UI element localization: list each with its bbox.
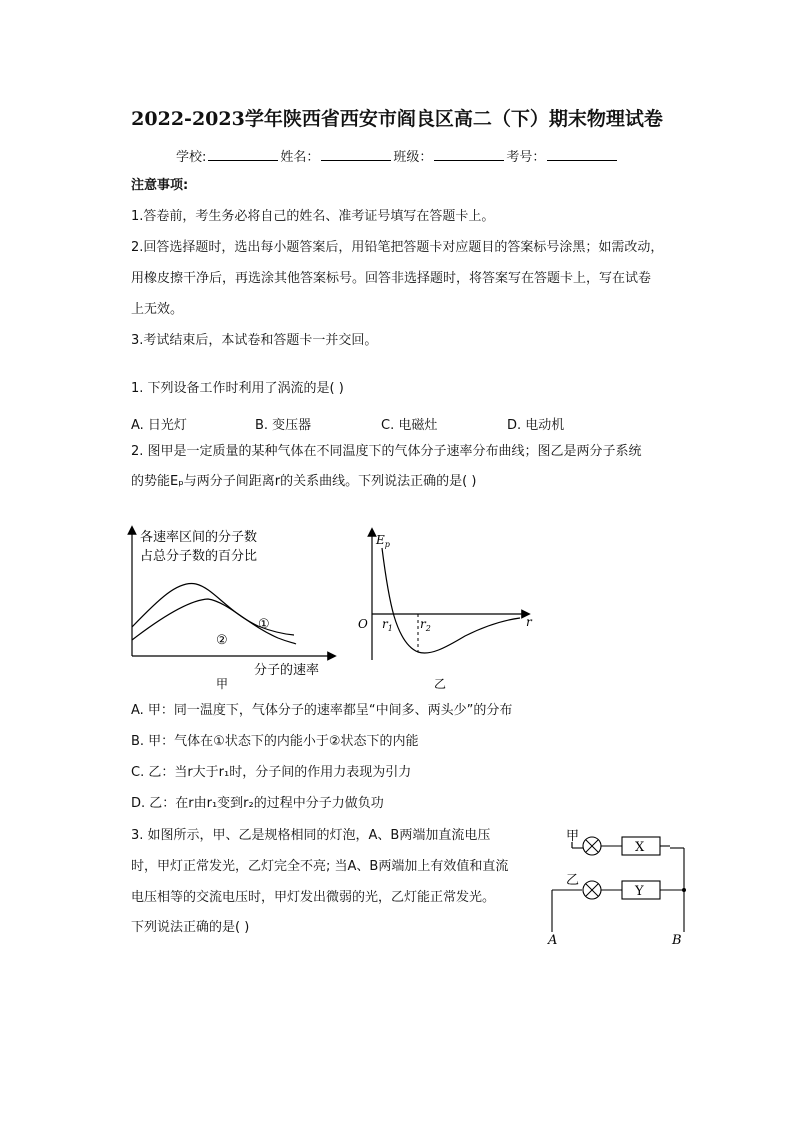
yi-r2-label: $r_2$ — [420, 617, 431, 633]
q2-option-b: B. 甲：气体在①状态下的内能小于②状态下的内能 — [131, 734, 419, 749]
box-x-label: X — [635, 840, 645, 855]
jia-xlabel: 分子的速率 — [254, 663, 320, 678]
q1-stem: 1. 下列设备工作时利用了涡流的是( ) — [131, 381, 344, 396]
q2-option-d: D. 乙：在r由r₁变到r₂的过程中分子力做负功 — [131, 796, 384, 811]
yi-r1-label: $r_1$ — [382, 617, 393, 633]
page-title: 2022-2023学年陕西省西安市阎良区高二（下）期末物理试卷 — [131, 108, 663, 130]
exam-no-label: 考号： — [506, 150, 546, 165]
q2-stem-line1: 2. 图甲是一定质量的某种气体在不同温度下的气体分子速率分布曲线；图乙是两分子系统 — [131, 444, 642, 459]
notice-item-2-end: 上无效。 — [131, 302, 184, 317]
curve-1 — [132, 583, 294, 635]
jia-ylabel-line2: 占总分子数的百分比 — [140, 549, 258, 564]
jia-curve2-label: ② — [216, 633, 228, 648]
circuit-diagram — [542, 822, 702, 948]
terminal-b-label: B — [672, 933, 682, 948]
jia-ylabel-line1: 各速率区间的分子数 — [140, 530, 258, 545]
exam-no-blank — [547, 146, 617, 161]
yi-origin-label: O — [358, 617, 368, 631]
curve-2 — [132, 599, 296, 644]
name-blank — [321, 146, 391, 161]
name-label: 姓名： — [280, 150, 320, 165]
q2-option-a: A. 甲：同一温度下，气体分子的速率都呈“中间多、两头少”的分布 — [131, 703, 513, 718]
q1-option-a: A. 日光灯 — [131, 418, 187, 433]
box-y-label: Y — [635, 884, 644, 899]
notice-item-2: 2.回答选择题时，选出每小题答案后，用铅笔把答题卡对应题目的答案标号涂黑；如需改动， — [131, 240, 664, 255]
q1-option-d: D. 电动机 — [507, 418, 565, 433]
notice-heading: 注意事项: — [131, 178, 189, 193]
figure-jia — [118, 520, 350, 695]
student-info-row — [176, 146, 619, 165]
school-blank — [208, 146, 278, 161]
school-label: 学校: — [176, 150, 207, 165]
q1-option-b: B. 变压器 — [255, 418, 312, 433]
yi-xlabel: r — [526, 615, 532, 629]
lamp-yi-label: 乙 — [566, 873, 580, 888]
q2-stem-line2: 的势能Eₚ与两分子间距离r的关系曲线。下列说法正确的是( ) — [131, 474, 477, 489]
q3-stem-line4: 下列说法正确的是( ) — [131, 920, 250, 935]
class-blank — [434, 146, 504, 161]
potential-curve — [382, 548, 520, 653]
q3-stem-line2: 时，甲灯正常发光，乙灯完全不亮; 当A、B两端加上有效值和直流 — [131, 859, 509, 874]
yi-ylabel: $E_p$ — [376, 533, 390, 549]
class-label: 班级： — [393, 150, 433, 165]
notice-item-2-cont: 用橡皮擦干净后，再选涂其他答案标号。回答非选择题时，将答案写在答题卡上，写在试卷 — [131, 271, 652, 286]
jia-caption: 甲 — [216, 677, 229, 691]
q1-option-c: C. 电磁灶 — [381, 418, 438, 433]
q2-option-c: C. 乙：当r大于r₁时，分子间的作用力表现为引力 — [131, 765, 412, 780]
lamp-jia-label: 甲 — [566, 829, 580, 844]
jia-curve1-label: ① — [258, 617, 270, 632]
q3-stem-line1: 3. 如图所示，甲、乙是规格相同的灯泡，A、B两端加直流电压 — [131, 828, 491, 843]
notice-item-1: 1.答卷前，考生务必将自己的姓名、准考证号填写在答题卡上。 — [131, 209, 495, 224]
figure-yi — [350, 520, 540, 695]
yi-caption: 乙 — [434, 677, 447, 691]
terminal-a-label: A — [548, 933, 558, 948]
notice-item-3: 3.考试结束后，本试卷和答题卡一并交回。 — [131, 333, 378, 348]
q3-stem-line3: 电压相等的交流电压时，甲灯发出微弱的光，乙灯能正常发光。 — [131, 890, 496, 905]
